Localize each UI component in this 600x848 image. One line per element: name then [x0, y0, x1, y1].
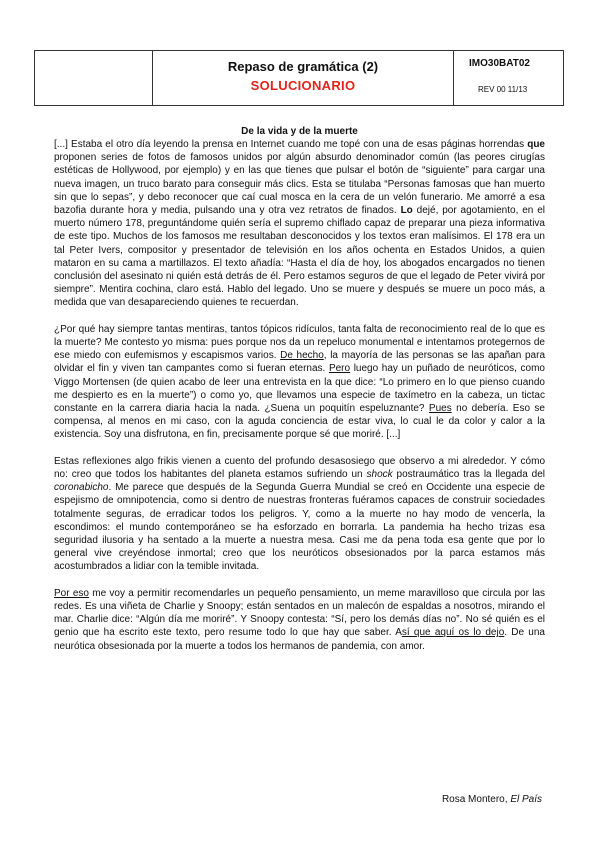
text-run: postraumático tras la llegada del	[392, 469, 546, 481]
text-run: no debería. Eso se compensa, al menos en mi caso, con la aguda conciencia de estar viva, lo cual le da color y calor a la existencia. Soy una disfrutona, en fin, precisamente porque sé que moriré. [...]	[54, 403, 545, 441]
highlight-que: que	[527, 139, 545, 150]
paragraph-3	[54, 455, 545, 574]
document-revision: REV 00 11/13	[478, 85, 528, 94]
text-run: proponen series de fotos de famosos unidos por algún absurdo denominador común (las peores cirugías estéticas de Hollywood, por ejemplo) y en las que tienes que pulsar el botón de “siguiente” para cargar una nueva imagen, un truco barato para conseguir más clics. Esta se titulaba “Personas famosas que han muerto sin que lo sepas”, y debo reconocer que caí cual mosca en la cera de un velón funerario. Me amorré a esa bazofia durante hora y media, pulsando una y otra vez retratos de finados.	[54, 152, 545, 217]
header-logo-cell	[35, 51, 153, 105]
underlined-por-eso: Por eso	[54, 587, 89, 599]
paragraph-4	[54, 587, 545, 653]
underlined-de-hecho: De hecho	[280, 350, 324, 362]
header-code-cell	[454, 51, 563, 105]
header-title-cell	[153, 51, 454, 105]
text-run: me voy a permitir recomendarles un pequeño pensamiento, un meme maravilloso que circula por las redes. Es una viñeta de Charlie y Snoopy; están sentados en un malecón de espaldas a nosotros, mirando el mar. Charlie dice: “Algún día me moriré”. Y Snoopy contesta: “Sí, pero los demás días no”. No sé quién es el genio que ha escrito este texto, pero resume todo lo que hay que saber. A	[54, 587, 545, 639]
document-header	[34, 50, 564, 106]
underlined-pues: Pues	[428, 403, 452, 415]
text-run: . Me parece que después de la Segunda Guerra Mundial se creó en Occidente una especie de espejismo de omnipotencia, como si dentro de nuestras fronteras fuéramos capaces de construir sociedades totalmente seguras, de erradicar todos los peligros. Y, como a la muerte no hay modo de vencerla, la escondimos: el mundo contemporáneo se ha esforzado en borrarla. La pandemia ha hecho trizas esa seguridad ilusoria y ha sentado a la muerte a nuestra mesa. Casi me da pena toda esa gente que por lo general vive creyéndose inmortal; creo que los neuróticos obsesionados por la parca estamos más acostumbrados a lidiar con la temible invitada.	[54, 482, 545, 573]
text-run: . De una neurótica obsesionada por la muerte a todos los hermanos de pandemia, con amor.	[54, 627, 545, 652]
paragraph-2	[54, 323, 545, 442]
document-title: Repaso de gramática (2)	[227, 59, 379, 74]
author-credit	[442, 794, 542, 805]
italic-coronabicho: coronabicho	[54, 482, 109, 494]
author-source: El País	[510, 794, 542, 805]
underlined-si-que-aqui: sí que aquí os lo dejo	[401, 627, 505, 639]
text-run: dejé, por agotamiento, en el muerto número 178, preguntándome quién sería el supremo chiflado capaz de preparar una pieza informativa de este tipo. Muchos de los famosos me resultaban desconocidos y los textos eran malísimos. El 178 era un tal Peter Ivers, compositor y presentador de televisión en los años ochenta en Estados Unidos, a quien mataron en su cama a martillazos. El texto añadía: “Hasta el día de hoy, los abogados encargados no tienen conclusión del asesinato ni quién está detrás de él. Pero estamos seguros de que el legado de Peter vivirá por siempre”. Mentira cochina, claro está. Hablo del legado. Uno se muere y después se muere un poco más, a medida que van desapareciendo quienes te recuerdan.	[54, 205, 545, 309]
text-run: [...] Estaba el otro día leyendo la prensa en Internet cuando me topé con una de esas páginas horrendas	[54, 139, 528, 150]
document-code: IMO30BAT02	[469, 58, 530, 69]
underlined-pero: Pero	[328, 363, 351, 375]
document-subtitle: SOLUCIONARIO	[250, 78, 356, 93]
text-run: luego hay un puñado de neuróticos, como Viggo Mortensen (de quien acabo de leer una entrevista en la que dice: “Lo primero en lo que pienso cuando me despierto es en la muerte”) o como yo, que llevamos una especie de taxímetro en la cabeza, un tictac constante en la carrera diaria hacia la nada. ¿Suena un poquitín espeluznante?	[54, 363, 545, 415]
text-run: , la mayoría de las personas se las apañan para olvidar el fin y viven tan campantes como si fueran eternas.	[54, 350, 546, 375]
text-run: Estas reflexiones algo frikis vienen a cuento del profundo desasosiego que observo a mi alrededor. Y cómo no: creo que todos los habitantes del planeta estamos sufriendo un	[54, 455, 545, 481]
text-run: ¿Por qué hay siempre tantas mentiras, tantos tópicos ridículos, tanta falta de reconocimiento real de lo que es la muerte? Me contesto yo misma: pues porque nos da un repeluco monumental e intentamos protegernos de ese miedo con eufemismos y escapismos varios.	[54, 323, 545, 362]
article-title: De la vida y de la muerte	[241, 126, 358, 137]
italic-shock: shock	[366, 469, 393, 481]
paragraph-1	[54, 138, 545, 310]
article-body	[54, 126, 545, 666]
author-name: Rosa Montero,	[441, 794, 511, 805]
highlight-lo: Lo	[400, 205, 413, 217]
